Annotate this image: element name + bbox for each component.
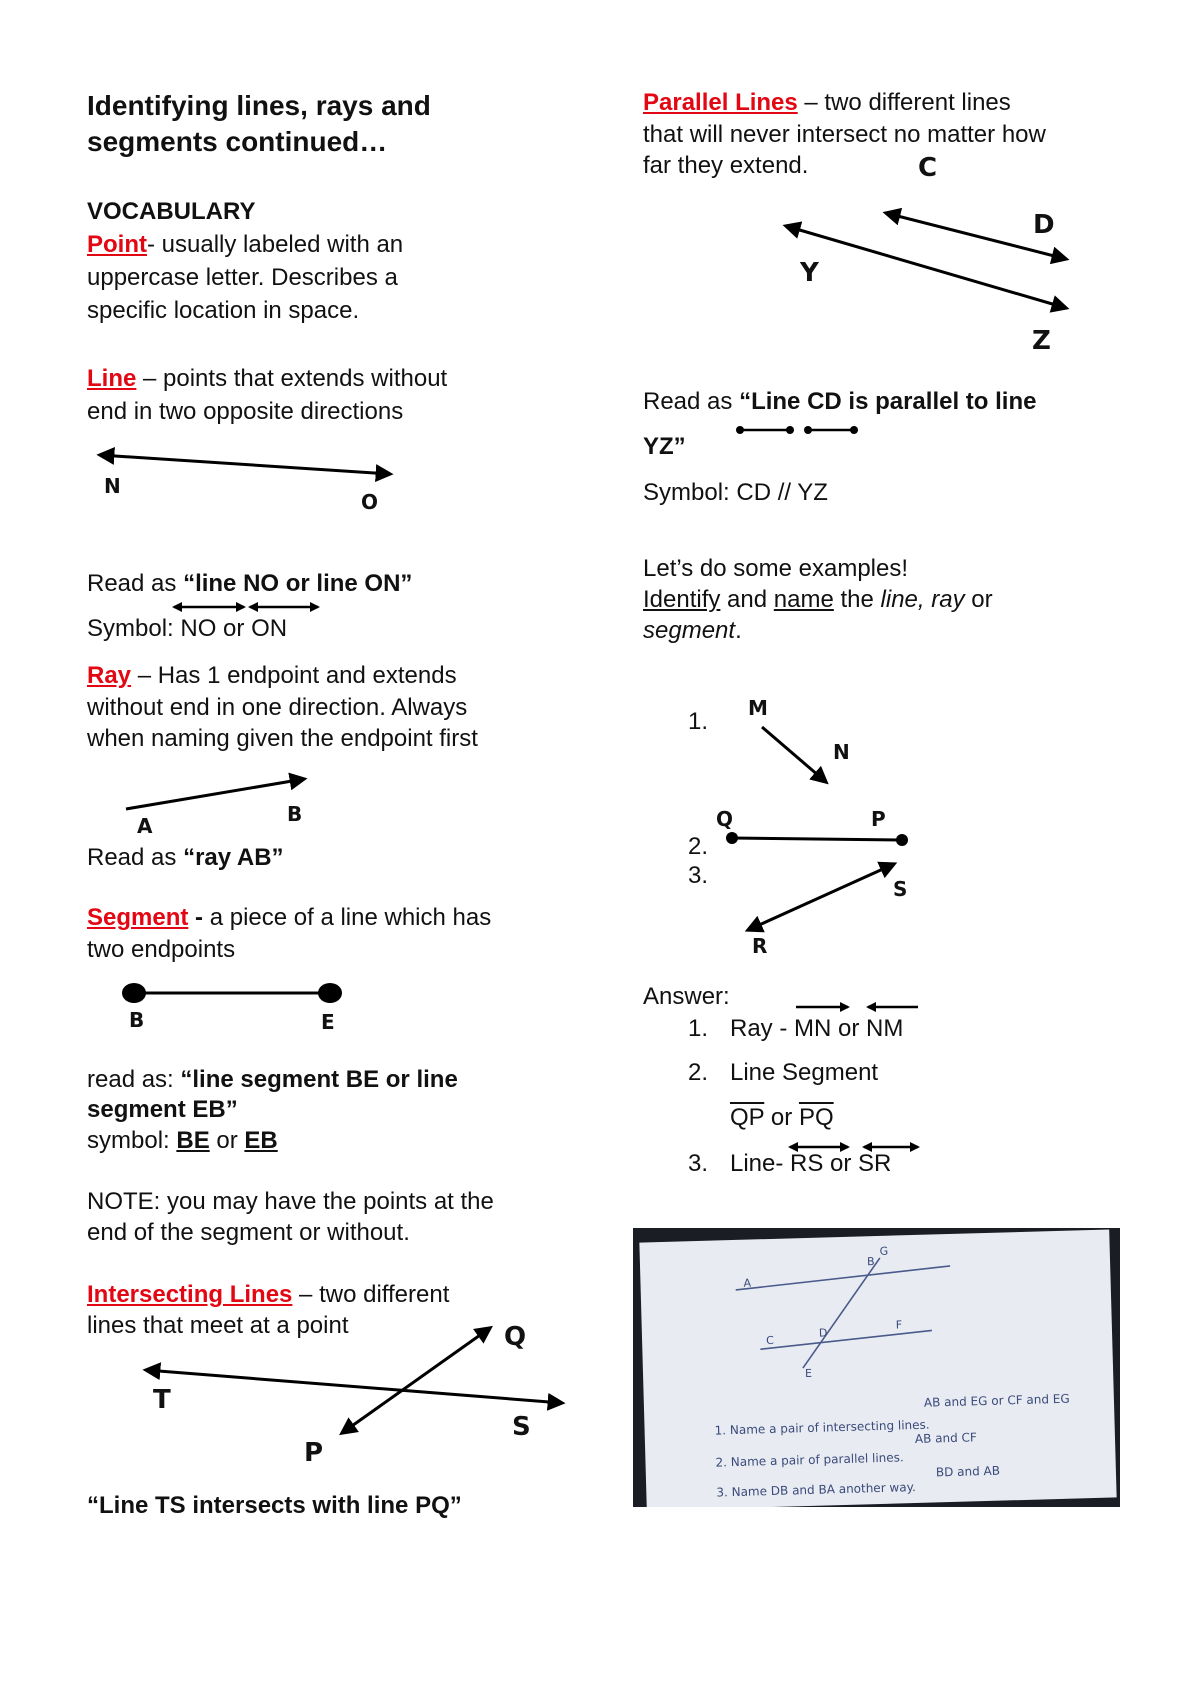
symbol-or: or	[216, 615, 252, 642]
read-as-prefix: Read as	[643, 388, 740, 415]
endpoint-e	[318, 983, 342, 1003]
intersecting-definition-line-1	[87, 1279, 449, 1311]
label-b: B	[287, 802, 303, 826]
symbol-value: BE	[176, 1127, 210, 1154]
symbol-prefix: Symbol:	[87, 615, 181, 642]
segment-symbol	[87, 1125, 278, 1157]
parallel-symbol: Symbol: CD // YZ	[643, 479, 828, 506]
term-segment: Segment	[87, 904, 189, 931]
connector: the	[833, 586, 881, 613]
label-o: O	[361, 490, 379, 514]
worksheet-answer-1: AB and EG or CF and EG	[923, 1391, 1070, 1410]
worksheet-question-1: 1. Name a pair of intersecting lines.	[714, 1417, 930, 1438]
worksheet-point-g: G	[879, 1244, 889, 1258]
label-c: C	[918, 153, 938, 183]
worksheet-paper	[639, 1229, 1116, 1507]
line-no	[100, 455, 390, 474]
symbol-dot	[786, 426, 794, 434]
segment-def-text: a piece of a line which has	[203, 904, 492, 931]
symbol-value: $\overline{PQ}$	[798, 1104, 834, 1131]
line-def-text: – points that extends without	[136, 365, 448, 392]
endpoint-p	[896, 834, 908, 846]
segment-word: segment	[643, 617, 736, 644]
read-as-bold: “Line CD is parallel to line	[739, 388, 1037, 415]
examples-instruction	[643, 584, 993, 616]
symbol-value: $\overline{QP}$	[730, 1104, 765, 1131]
label-t: T	[153, 1385, 171, 1415]
ray-definition-line-1	[87, 660, 457, 692]
parallel-definition-line-3: far they extend.	[643, 152, 809, 179]
line-yz	[786, 226, 1066, 308]
parallel-read-as-line-1	[643, 386, 1036, 418]
endpoint-b	[122, 983, 146, 1003]
point-def-text: - usually labeled with an	[147, 231, 404, 258]
label-r: R	[752, 934, 768, 958]
line-pq	[342, 1328, 490, 1433]
segment-dash: -	[188, 904, 204, 931]
ray-read-as	[87, 842, 284, 874]
answer-3-text: Line- RS or SR	[730, 1150, 892, 1177]
examples-instruction-line-2	[643, 615, 742, 647]
page-title-line-1: Identifying lines, rays and	[87, 90, 431, 121]
intersecting-def-text: – two different	[292, 1281, 450, 1308]
symbol-prefix: symbol:	[87, 1127, 177, 1154]
label-n: N	[833, 740, 850, 764]
point-definition-line-2: uppercase letter. Describes a	[87, 264, 398, 291]
worksheet-answer-2: AB and CF	[914, 1430, 978, 1446]
vocabulary-heading: VOCABULARY	[87, 198, 256, 225]
line-read-as	[87, 568, 412, 600]
ray-ab	[126, 779, 304, 809]
label-p: P	[304, 1438, 324, 1468]
ray-definition-line-3: when naming given the endpoint first	[87, 725, 478, 752]
worksheet-photo	[633, 1228, 1120, 1507]
symbol-value: ON	[251, 615, 288, 642]
connector: and	[720, 586, 774, 613]
line-ray-word: line, ray	[880, 586, 965, 613]
intersecting-caption: “Line TS intersects with line PQ”	[87, 1492, 462, 1519]
segment-qp	[732, 838, 902, 840]
segment-definition-line-2: two endpoints	[87, 936, 236, 963]
worksheet-point-f: F	[895, 1318, 903, 1332]
parallel-definition-line-2: that will never intersect no matter how	[643, 121, 1046, 148]
read-as-bold: “line segment BE or line	[180, 1066, 458, 1093]
ray-mn	[762, 727, 826, 782]
point-definition-line-1	[87, 229, 403, 261]
line-definition-line-2: end in two opposite directions	[87, 398, 404, 425]
parallel-def-text: – two different lines	[797, 89, 1011, 116]
worksheet-point-d: D	[818, 1326, 828, 1340]
symbol-dot	[736, 426, 744, 434]
worksheet-line-cf	[760, 1330, 932, 1349]
term-point: Point	[87, 231, 147, 258]
label-q: Q	[504, 1322, 527, 1352]
worksheet-answer-3: BD and AB	[935, 1463, 1001, 1480]
answer-3-number: 3.	[688, 1150, 709, 1177]
identify-word: Identify	[643, 586, 721, 613]
ray-definition-line-2: without end in one direction. Always	[87, 694, 468, 721]
read-as-prefix: Read as	[87, 570, 184, 597]
answer-2-text: Line Segment	[730, 1059, 879, 1086]
example-number-1: 1.	[688, 708, 709, 735]
example-number-3: 3.	[688, 862, 709, 889]
period: .	[735, 617, 742, 644]
line-definition-line-1	[87, 363, 447, 395]
segment-read-as-line-2: segment EB”	[87, 1096, 238, 1123]
worksheet-question-2: 2. Name a pair of parallel lines.	[715, 1450, 904, 1470]
name-word: name	[773, 586, 834, 613]
symbol-or: or	[764, 1104, 799, 1131]
symbol-value: NO	[180, 615, 217, 642]
line-rs	[748, 864, 894, 930]
answer-1-text: Ray - MN or NM	[730, 1015, 904, 1042]
label-e: E	[321, 1010, 335, 1034]
term-ray: Ray	[87, 662, 132, 689]
label-b: B	[129, 1008, 145, 1032]
answer-heading: Answer:	[643, 983, 730, 1010]
connector: or	[964, 586, 993, 613]
symbol-value: EB	[244, 1127, 278, 1154]
symbol-or: or	[209, 1127, 245, 1154]
note-line-1: NOTE: you may have the points at the	[87, 1188, 494, 1215]
worksheet-point-e: E	[804, 1366, 813, 1381]
term-intersecting-lines: Intersecting Lines	[87, 1281, 293, 1308]
worksheet-point-b: B	[866, 1255, 875, 1269]
label-z: Z	[1032, 326, 1051, 356]
label-y: Y	[800, 258, 819, 288]
label-p: P	[871, 807, 886, 831]
ray-def-text: – Has 1 endpoint and extends	[131, 662, 457, 689]
example-number-2: 2.	[688, 833, 709, 860]
parallel-read-as-line-2: YZ”	[643, 433, 686, 460]
answer-2-symbol	[730, 1102, 834, 1134]
label-q: Q	[716, 807, 734, 831]
answer-1-number: 1.	[688, 1015, 709, 1042]
worksheet-point-c: C	[765, 1333, 775, 1348]
line-ts	[146, 1370, 562, 1403]
term-line: Line	[87, 365, 137, 392]
worksheet-line-ab	[735, 1266, 950, 1290]
segment-read-as-line-1	[87, 1064, 458, 1096]
read-as-bold: “ray AB”	[183, 844, 284, 871]
line-symbol	[87, 613, 287, 645]
point-definition-line-3: specific location in space.	[87, 297, 360, 324]
label-s: S	[512, 1412, 531, 1442]
read-as-prefix: read as:	[87, 1066, 181, 1093]
answer-2-number: 2.	[688, 1059, 709, 1086]
term-parallel-lines: Parallel Lines	[643, 89, 798, 116]
symbol-dot	[850, 426, 858, 434]
symbol-dot	[804, 426, 812, 434]
examples-intro: Let’s do some examples!	[643, 555, 909, 582]
label-d: D	[1033, 210, 1055, 240]
label-a: A	[137, 814, 153, 838]
label-s: S	[893, 877, 908, 901]
worksheet-point-a: A	[743, 1276, 752, 1290]
label-n: N	[104, 474, 121, 498]
read-as-bold: “line NO or line ON”	[183, 570, 413, 597]
page-title-line-2: segments continued…	[87, 126, 388, 157]
segment-definition-line-1	[87, 902, 491, 934]
intersecting-definition-line-2: lines that meet at a point	[87, 1312, 349, 1339]
parallel-definition-line-1	[643, 87, 1011, 119]
read-as-prefix: Read as	[87, 844, 184, 871]
note-line-2: end of the segment or without.	[87, 1219, 410, 1246]
worksheet-question-3: 3. Name DB and BA another way.	[716, 1479, 917, 1500]
endpoint-q	[726, 832, 738, 844]
label-m: M	[748, 696, 768, 720]
